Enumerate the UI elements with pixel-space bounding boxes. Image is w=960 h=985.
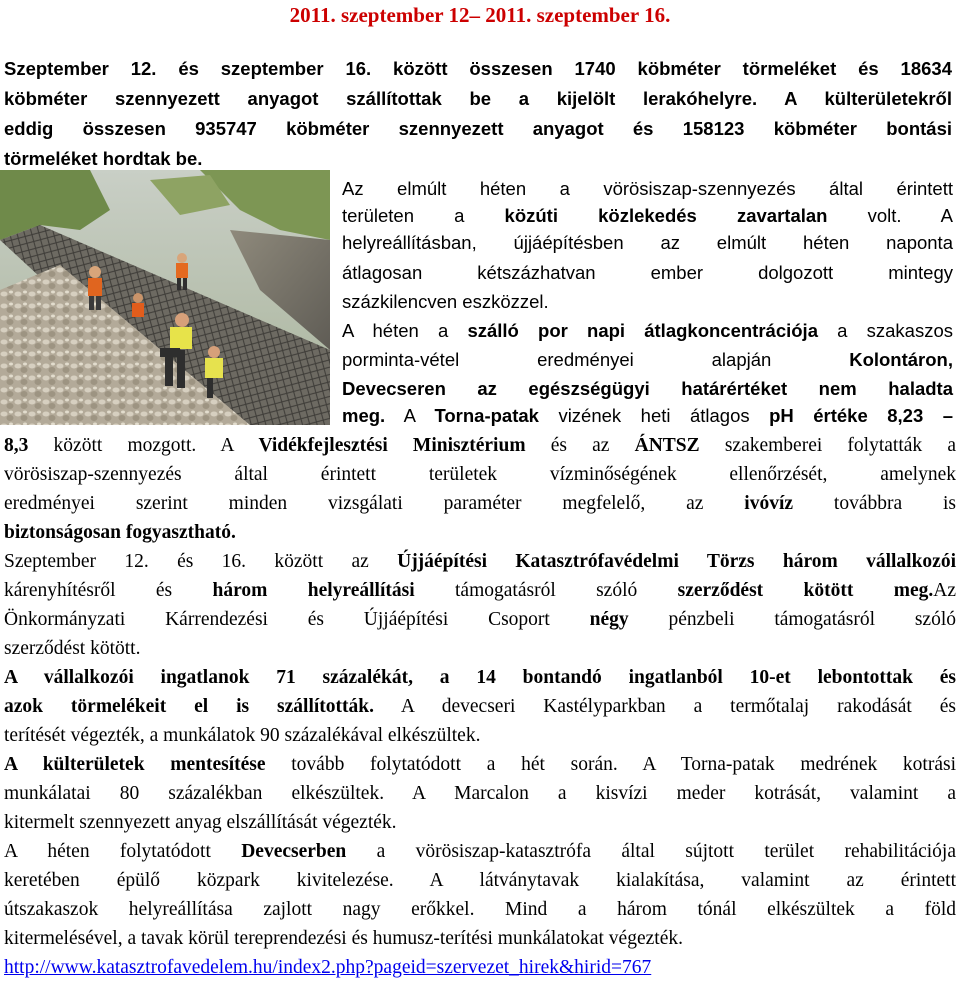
p3-l5-text-a: 8,3 (4, 435, 29, 456)
p3-l4-text-b: A (385, 405, 435, 426)
p2-line-1: Az elmúlt héten a vörösiszap-szennyezés által érintett (342, 178, 953, 199)
p3-l1-text-c: a szakaszos (817, 320, 953, 341)
p5-line-6: kitermelt szennyezett anyag elszállítását végezték. (4, 812, 397, 833)
p3-highlight-torna: Torna-patak (434, 405, 539, 426)
p2-line-4: átlagosan kétszázhatvan ember dolgozott mintegy (342, 262, 953, 283)
source-link[interactable]: http://www.katasztrofavedelem.hu/index2.php?pageid=szervezet_hirek&hirid=767 (4, 957, 652, 978)
p3-l4-text-a: meg. (342, 405, 386, 426)
p5-l4-text-b: tovább folytatódott a hét során. A Torna-patak medrének kotrási (265, 754, 956, 775)
p4-l2-text-c: támogatásról szóló (414, 580, 678, 601)
p6-highlight-devecser: Devecserben (241, 841, 347, 862)
p2-text-a: területen a (342, 205, 505, 226)
p2-highlight-traffic: közúti közlekedés zavartalan (504, 205, 828, 226)
p3-line-4 (342, 404, 953, 430)
p3-highlight-ministry: Vidékfejlesztési Minisztérium (258, 435, 526, 456)
p3-line-7 (4, 492, 956, 518)
p4-highlight-staff: Újjáépítési Katasztrófavédelmi Törzs három vállalkozói (397, 551, 956, 572)
p3-l4-text-d: vizének heti átlagos (538, 405, 770, 426)
p3-l5-text-f: szakemberei folytatták a (699, 435, 956, 456)
source-link-line (4, 956, 651, 982)
construction-site-photo (0, 170, 330, 425)
p1-line-1: Szeptember 12. és szeptember 16. között összesen 1740 köbméter törmeléket és 18634 (4, 58, 952, 79)
p6-line-4: kitermelésével, a tavak körül tereprendezési és humusz-terítési munkálatokat végezték. (4, 928, 683, 949)
p4-l2-text-a: kárenyhítésről és (4, 580, 213, 601)
p4-l1-text-a: Szeptember 12. és 16. között az (4, 551, 398, 572)
p2-text-c: volt. A (827, 205, 953, 226)
p4-line-3 (4, 608, 956, 634)
p5-line-4 (4, 753, 956, 779)
p2-line-5: százkilencven eszközzel. (342, 291, 549, 312)
p3-line-2 (342, 348, 953, 374)
p1-line-2: köbméter szennyezett anyagot szállítottak be a kijelölt lerakóhelyre. A külterületekről (4, 88, 952, 109)
p3-highlight-ph: pH értéke 8,23 – (769, 405, 953, 426)
p4-l3-text-c: pénzbeli támogatásról szóló (628, 609, 957, 630)
p3-l7-text-a: eredményei szerint minden vizsgálati paraméter megfelelő, az (4, 493, 745, 514)
p3-highlight-kolontar: Kolontáron, (849, 349, 953, 370)
p2-line-3: helyreállításban, újjáépítésben az elmúlt héten naponta (342, 232, 953, 253)
p4-highlight-four: négy (589, 609, 629, 630)
p1-line-4: törmeléket hordtak be. (4, 148, 203, 169)
worker-figure-3 (132, 293, 144, 317)
p3-l2-text-a: porminta-vétel eredményei alapján (342, 349, 850, 370)
p5-l2-text-a: azok törmelékeit el is szállították. (4, 696, 374, 717)
p4-line-2 (4, 579, 956, 605)
document-title: 2011. szeptember 12– 2011. szeptember 16. (289, 3, 671, 27)
p4-highlight-restoration: három helyreállítási (212, 580, 415, 601)
p6-l1-text-a: A héten folytatódott (4, 841, 242, 862)
p3-line-6: vörösiszap-szennyezés által érintett területek vízminőségének ellenőrzését, amelynek (4, 464, 956, 485)
p6-line-3: útszakaszok helyreállítása zajlott nagy erőkkel. Mind a három tónál elkészültek a föld (4, 899, 956, 920)
p3-highlight-dust: szálló por napi átlagkoncentrációja (467, 320, 818, 341)
p3-l1-text-a: A héten a (342, 320, 468, 341)
p3-line-8: biztonságosan fogyasztható. (4, 522, 236, 543)
p4-l3-text-a: Önkormányzati Kárrendezési és Újjáépítési Csoport (4, 609, 590, 630)
p4-l2-text-e: Az (933, 580, 956, 601)
p6-l1-text-c: a vörösiszap-katasztrófa által sújtott terület rehabilitációja (346, 841, 956, 862)
p5-line-5: munkálatai 80 százalékban elkészültek. A Marcalon a kisvízi meder kotrását, valamint a (4, 783, 956, 804)
p5-line-1: A vállalkozói ingatlanok 71 százalékát, a 14 bontandó ingatlanból 10-et lebontottak és (4, 667, 956, 688)
p2-line-2 (342, 204, 953, 230)
p3-l5-text-d: és az (525, 435, 635, 456)
p3-line-3: Devecseren az egészségügyi határértéket nem haladta (342, 378, 953, 399)
p3-line-5 (4, 434, 956, 460)
p3-highlight-water: ivóvíz (744, 493, 794, 514)
photo-image (0, 170, 330, 425)
p3-l5-text-b: között mozgott. A (28, 435, 259, 456)
p4-line-1 (4, 550, 956, 576)
p1-line-3: eddig összesen 935747 köbméter szennyezett anyagot és 158123 köbméter bontási (4, 118, 952, 139)
p3-l7-text-c: továbbra is (793, 493, 957, 514)
p4-line-4: szerződést kötött. (4, 638, 141, 659)
p5-l2-text-b: A devecseri Kastélyparkban a termőtalaj rakodását és (373, 696, 956, 717)
p4-highlight-contract: szerződést kötött meg. (677, 580, 934, 601)
p5-highlight-outskirts: A külterületek mentesítése (4, 754, 266, 775)
p5-line-3: terítését végezték, a munkálatok 90 százalékával elkészültek. (4, 725, 481, 746)
p6-line-1 (4, 840, 956, 866)
p3-line-1 (342, 319, 953, 345)
p5-line-2 (4, 695, 956, 721)
p3-highlight-antsz: ÁNTSZ (634, 435, 700, 456)
p6-line-2: keretében épülő közpark kivitelezése. A látványtavak kialakítása, valamint az érintett (4, 870, 956, 891)
